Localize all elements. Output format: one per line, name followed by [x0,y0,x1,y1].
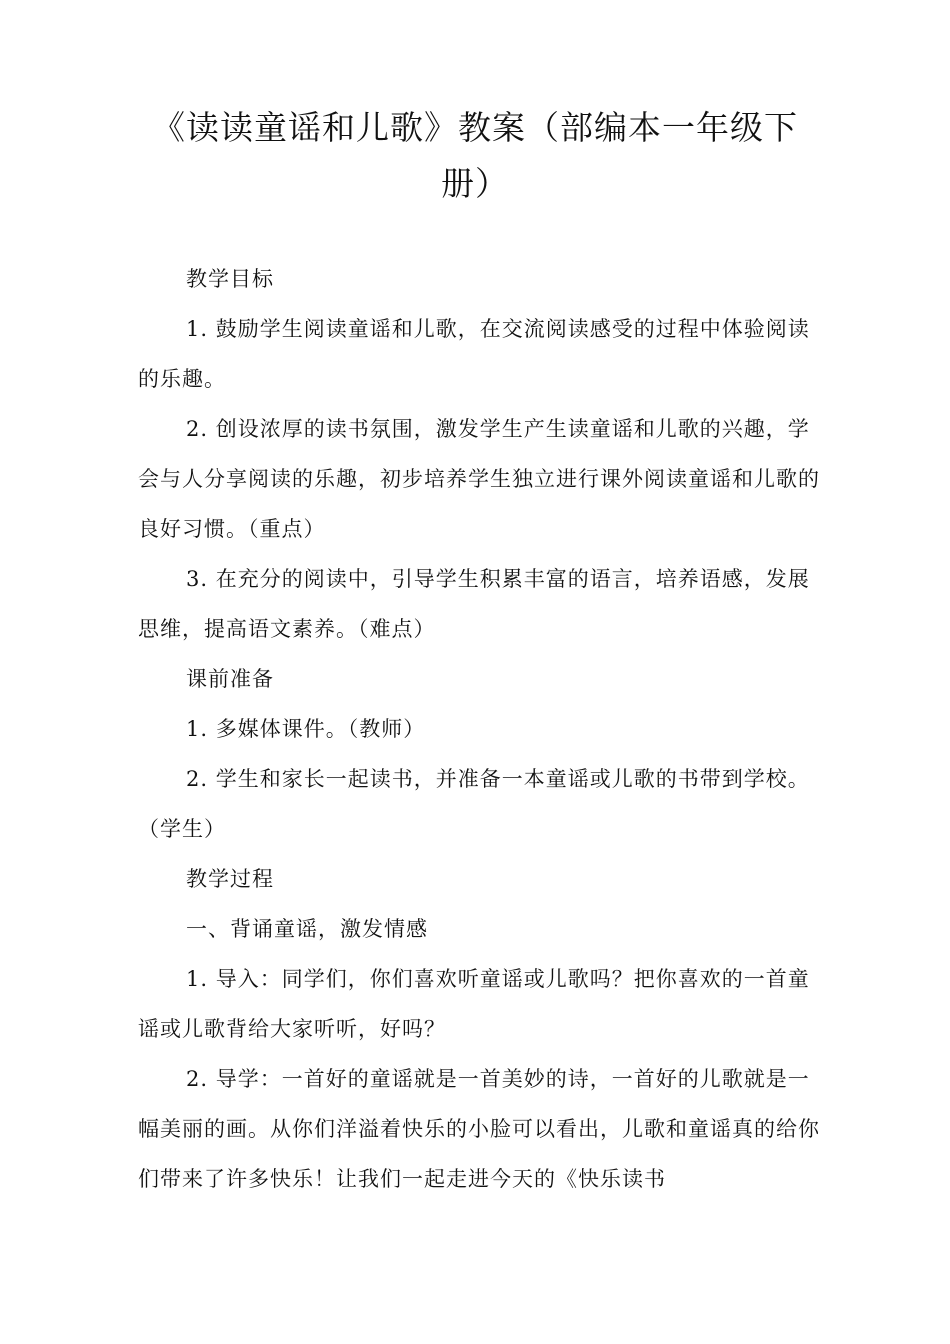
document-title [130,100,820,212]
process-item-2: 2. 导学：一首好的童谣就是一首美妙的诗，一首好的儿歌就是一幅美丽的画。从你们洋溢着快乐的小脸可以看出，儿歌和童谣真的给你们带来了许多快乐！让我们一起走进今天的《快乐读书 [138,1067,820,1191]
goal-item-1: 1. 鼓励学生阅读童谣和儿歌，在交流阅读感受的过程中体验阅读的乐趣。 [138,317,810,391]
process-item-1: 1. 导入：同学们，你们喜欢听童谣或儿歌吗？把你喜欢的一首童谣或儿歌背给大家听听，好吗？ [138,967,810,1041]
prep-item-2: 2. 学生和家长一起读书，并准备一本童谣或儿歌的书带到学校。（学生） [138,767,810,841]
goal-item-2: 2. 创设浓厚的读书氛围，激发学生产生读童谣和儿歌的兴趣，学会与人分享阅读的乐趣，初步培养学生独立进行课外阅读童谣和儿歌的良好习惯。（重点） [138,417,820,541]
title-line-2: 册） [441,164,509,203]
goal-item-3: 3. 在充分的阅读中，引导学生积累丰富的语言，培养语感，发展思维，提高语文素养。（难点） [138,567,810,641]
prep-item-1: 1. 多媒体课件。（教师） [186,717,426,741]
section-heading-process: 教学过程 [186,867,274,891]
section-heading-prep: 课前准备 [186,667,274,691]
title-line-1: 《读读童谣和儿歌》教案（部编本一年级下 [152,108,798,147]
document-body [138,254,820,1204]
section-heading-goals: 教学目标 [186,267,274,291]
process-subheading: 一、背诵童谣，激发情感 [186,917,428,941]
